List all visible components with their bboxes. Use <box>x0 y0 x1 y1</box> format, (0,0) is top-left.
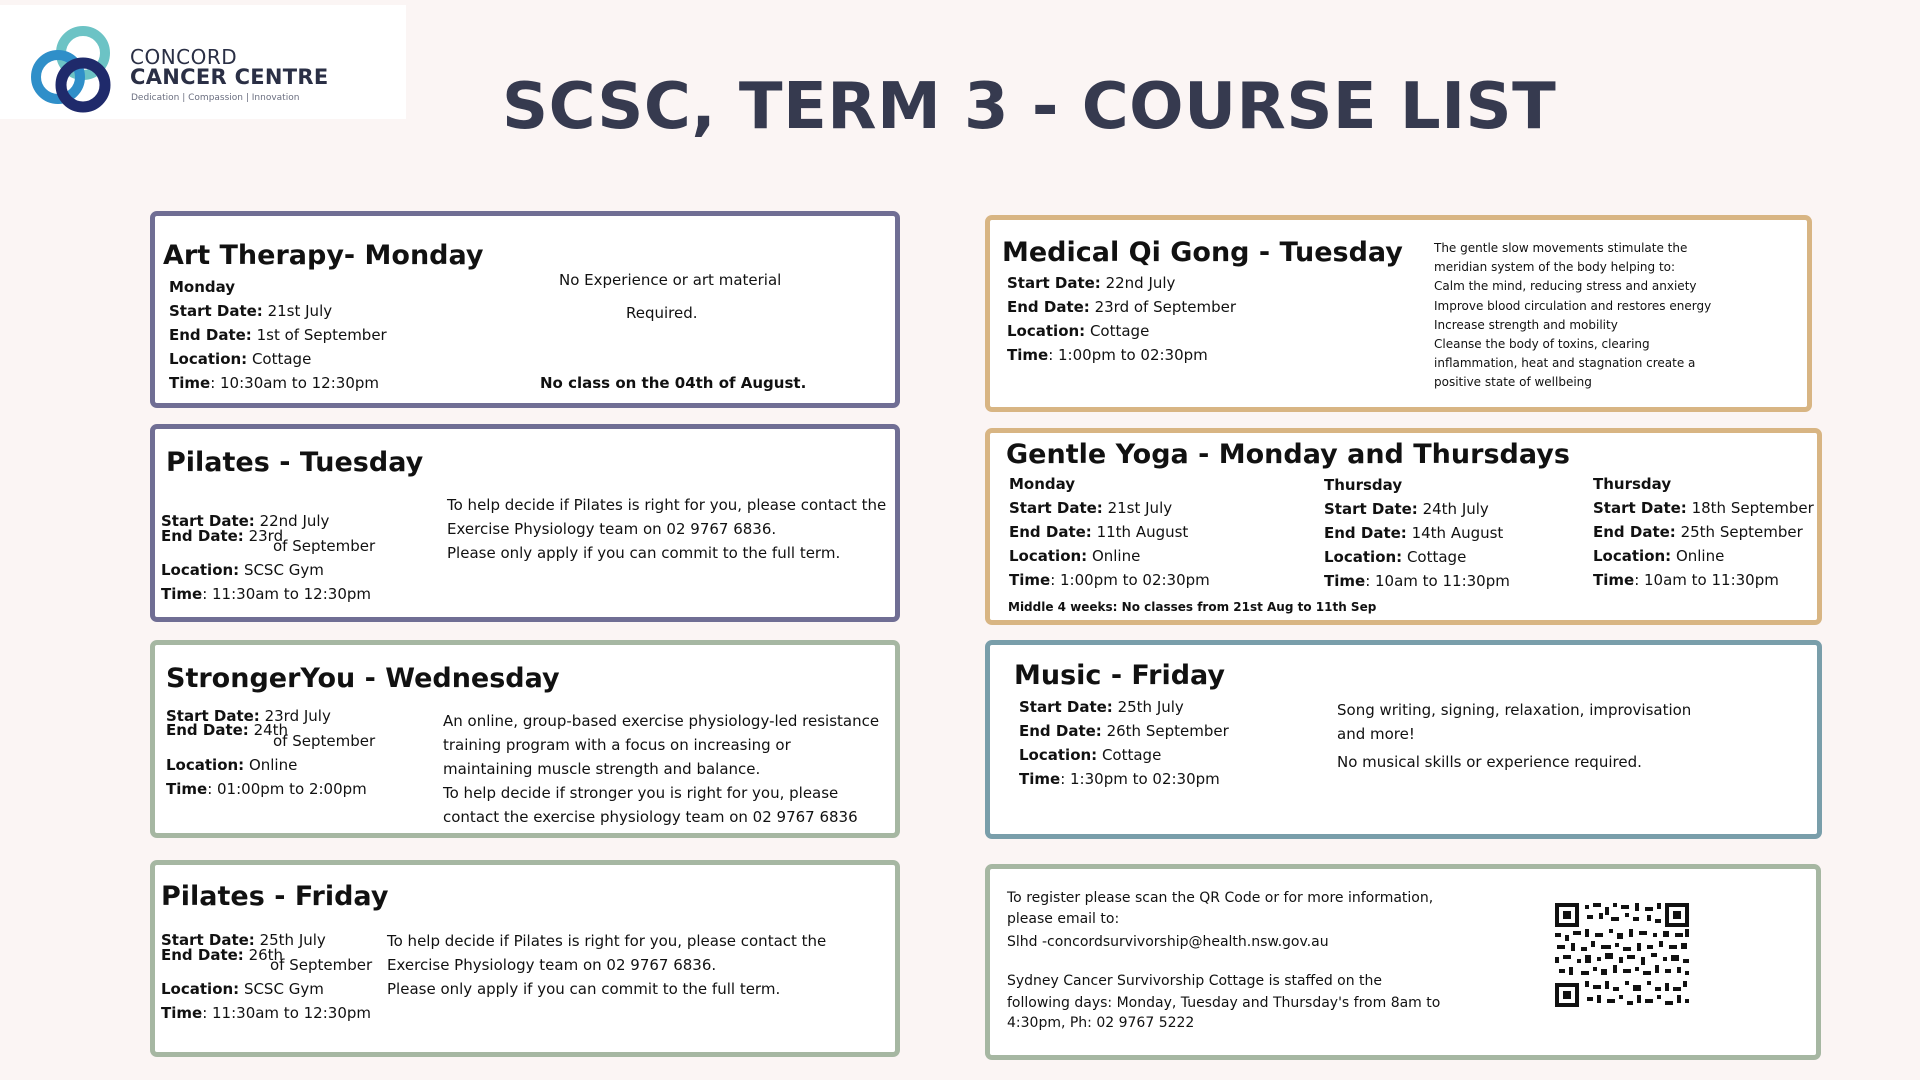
course-card-pilates-friday <box>150 860 900 1057</box>
course-card-strongeryou <box>150 640 900 838</box>
cottage-staffing-info: Sydney Cancer Survivorship Cottage is staffed on the <box>1007 973 1383 989</box>
course-end-date: End Date: 26th <box>161 946 284 964</box>
course-description: An online, group-based exercise physiology-led resistance training program with a focus on increasing or maintaining muscle strength and balance. To help decide if stronger you is right for you, please contact the exercise physiology team on 02 9767 6836 <box>443 712 880 826</box>
logo-tagline: Dedication | Compassion | Innovation <box>131 93 300 103</box>
course-time: Time: 11:30am to 12:30pm <box>161 1004 371 1022</box>
course-end-date: End Date: 26th September <box>1019 722 1229 740</box>
course-title: Pilates - Friday <box>161 881 389 912</box>
course-end-date: End Date: 23rd of September <box>1007 298 1236 316</box>
course-time: Time: 10:30am to 12:30pm <box>169 374 379 392</box>
registration-card <box>985 864 1821 1060</box>
course-description: Song writing, signing, relaxation, improvisation <box>1337 701 1692 719</box>
course-note: No Experience or art material <box>559 271 782 289</box>
course-location: Location: Online <box>166 756 298 774</box>
course-end-date-cont: of September <box>270 956 373 974</box>
course-card-pilates-tuesday <box>150 424 900 622</box>
course-description: To help decide if Pilates is right for you, please contact the Exercise Physiology team on 02 9767 6836. Please only apply if you can commit to the full term. <box>387 932 827 998</box>
course-description: and more! <box>1337 725 1415 743</box>
course-card-medical-qi-gong <box>985 215 1812 412</box>
course-time: Time: 11:30am to 12:30pm <box>161 585 371 603</box>
course-description: To help decide if Pilates is right for you, please contact the Exercise Physiology team on 02 9767 6836. Please only apply if you can commit to the full term. <box>447 496 887 562</box>
yoga-column-thursday-1: Thursday Start Date: 24th July End Date: 14th August Location: Cottage Time: 10am to 11:30pm <box>1324 476 1510 590</box>
course-title: Art Therapy- Monday <box>163 240 484 271</box>
yoga-break-note: Middle 4 weeks: No classes from 21st Aug to 11th Sep <box>1008 600 1377 614</box>
course-location: Location: Cottage <box>169 350 312 368</box>
course-title: Gentle Yoga - Monday and Thursdays <box>1006 439 1570 470</box>
register-email[interactable]: Slhd -concordsurvivorship@health.nsw.gov.au <box>1007 934 1329 950</box>
course-end-date-cont: of September <box>273 537 376 555</box>
course-end-date: End Date: 24th <box>166 721 289 739</box>
cottage-phone: 4:30pm, Ph: 02 9767 5222 <box>1007 1015 1195 1031</box>
course-start-date: Start Date: 21st July <box>169 302 333 320</box>
course-location: Location: Cottage <box>1019 746 1162 764</box>
course-title: Medical Qi Gong - Tuesday <box>1002 237 1403 268</box>
course-end-date: End Date: 1st of September <box>169 326 387 344</box>
course-title: Pilates - Tuesday <box>166 447 424 478</box>
course-start-date: Start Date: 25th July <box>1019 698 1184 716</box>
qr-code-icon[interactable] <box>1553 901 1691 1009</box>
course-start-date: Start Date: 22nd July <box>1007 274 1176 292</box>
course-start-date: Start Date: 22nd July <box>161 512 330 530</box>
course-day: Monday <box>169 278 236 296</box>
course-description: The gentle slow movements stimulate the meridian system of the body helping to: Calm the mind, reducing stress and anxiety Improve blood circulation and restores energy Increase strength and mobility Cleanse the body of toxins, clearing inflammation, heat and stagnation create a positive state of wellbeing <box>1434 241 1712 390</box>
course-end-date-cont: of September <box>273 732 376 750</box>
course-card-art-therapy <box>150 211 900 408</box>
logo-text-cancer-centre: CANCER CENTRE <box>130 65 329 89</box>
course-start-date: Start Date: 23rd July <box>166 707 331 725</box>
course-title: Music - Friday <box>1014 660 1226 691</box>
no-class-note: No class on the 04th of August. <box>540 374 807 392</box>
logo-text-concord: CONCORD <box>130 45 238 69</box>
logo <box>0 5 406 119</box>
course-time: Time: 01:00pm to 2:00pm <box>166 780 367 798</box>
course-note: Required. <box>626 304 698 322</box>
cottage-staffing-info: following days: Monday, Tuesday and Thursday's from 8am to <box>1007 995 1441 1011</box>
register-instructions: please email to: <box>1007 911 1120 927</box>
page-title: SCSC, TERM 3 - COURSE LIST <box>502 70 1557 144</box>
course-time: Time: 1:30pm to 02:30pm <box>1019 770 1220 788</box>
register-instructions: To register please scan the QR Code or for more information, <box>1007 890 1434 906</box>
course-location: Location: SCSC Gym <box>161 980 324 998</box>
yoga-column-thursday-2: Thursday Start Date: 18th September End Date: 25th September Location: Online Time: 10am to 11:30pm <box>1593 475 1814 589</box>
course-location: Location: SCSC Gym <box>161 561 324 579</box>
course-start-date: Start Date: 25th July <box>161 931 326 949</box>
course-time: Time: 1:00pm to 02:30pm <box>1007 346 1208 364</box>
course-description: No musical skills or experience required. <box>1337 753 1642 771</box>
course-card-music <box>985 640 1822 839</box>
course-title: StrongerYou - Wednesday <box>166 663 560 694</box>
course-card-gentle-yoga <box>985 428 1822 625</box>
course-end-date: End Date: 23rd <box>161 527 284 545</box>
course-location: Location: Cottage <box>1007 322 1150 340</box>
concord-logo-icon <box>28 25 128 115</box>
yoga-column-monday: Monday Start Date: 21st July End Date: 11th August Location: Online Time: 1:00pm to 02:30pm <box>1009 475 1210 589</box>
